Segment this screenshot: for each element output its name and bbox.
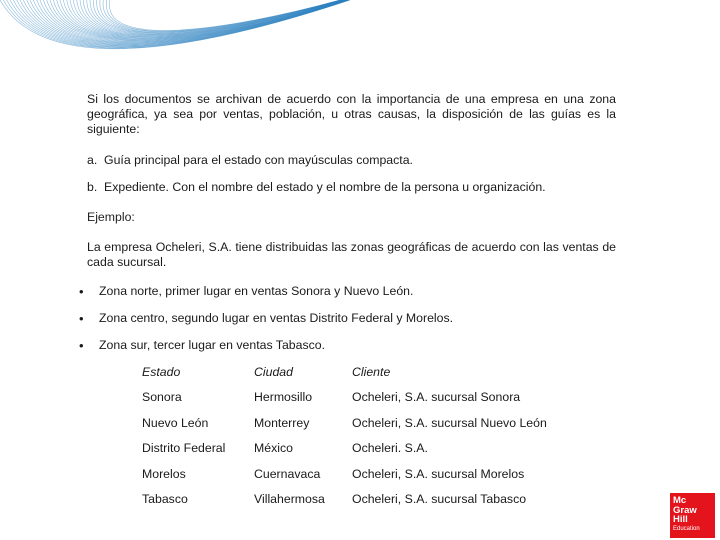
table-cell: México (254, 441, 293, 456)
bullet-text: Zona centro, segundo lugar en ventas Distrito Federal y Morelos. (99, 311, 454, 325)
example-paragraph: La empresa Ocheleri, S.A. tiene distribuidas las zonas geográficas de acuerdo con las ventas de cada sucursal. (87, 240, 616, 269)
document-body (79, 92, 616, 365)
table-row (142, 410, 552, 436)
table-cell: Ocheleri. S.A. (352, 441, 428, 456)
table-cell: Hermosillo (254, 390, 313, 405)
bullet-text: Zona sur, tercer lugar en ventas Tabasco. (99, 338, 326, 352)
table-cell: Distrito Federal (142, 441, 226, 456)
column-header-ciudad: Ciudad (254, 364, 293, 379)
bullet-item (79, 338, 616, 353)
table-cell: Cuernavaca (254, 466, 321, 481)
table-row (142, 436, 552, 462)
bullet-text: Zona norte, primer lugar en ventas Sonora y Nuevo León. (99, 284, 414, 298)
table-cell: Nuevo León (142, 415, 209, 430)
table-row (142, 487, 552, 513)
list-item-b (87, 180, 616, 195)
table-cell: Tabasco (142, 492, 188, 507)
intro-paragraph: Si los documentos se archivan de acuerdo con la importancia de una empresa en una zona geográfica, ya sea por ventas, población, u otras causas, la disposición de las guías es la siguiente: (87, 92, 616, 136)
wave-line (90, 0, 342, 34)
table-cell: Ocheleri, S.A. sucursal Sonora (352, 390, 521, 405)
table-cell: Monterrey (254, 415, 310, 430)
bullet-item (79, 284, 616, 299)
mcgraw-hill-logo (670, 493, 715, 538)
table-cell: Sonora (142, 390, 182, 405)
bullet-icon: • (79, 284, 84, 299)
table-row (142, 385, 552, 411)
list-item-text: Guía principal para el estado con mayúsculas compacta. (104, 153, 413, 167)
table-cell: Ocheleri, S.A. sucursal Morelos (352, 466, 525, 481)
table-row (142, 461, 552, 487)
bullet-item (79, 311, 616, 326)
table-cell: Villahermosa (254, 492, 325, 507)
column-header-cliente: Cliente (352, 364, 391, 379)
table-header-row (142, 359, 552, 385)
wave-line (93, 0, 341, 33)
bullet-icon: • (79, 311, 84, 326)
list-item-label: b. (87, 180, 98, 194)
table-cell: Ocheleri, S.A. sucursal Nuevo León (352, 415, 547, 430)
table-cell: Morelos (142, 466, 186, 481)
column-header-estado: Estado (142, 364, 181, 379)
logo-text: Graw (673, 504, 697, 516)
table-cell: Ocheleri, S.A. sucursal Tabasco (352, 492, 527, 507)
logo-text: Education (673, 525, 700, 532)
bullet-icon: • (79, 338, 84, 353)
decorative-wave-lines (0, 0, 360, 90)
logo-text: Mc (673, 495, 687, 506)
zones-table (142, 359, 552, 512)
list-item-a (87, 153, 616, 168)
list-item-text: Expediente. Con el nombre del estado y el nombre de la persona u organización. (104, 180, 546, 194)
example-label: Ejemplo: (87, 210, 135, 224)
logo-text: Hill (673, 514, 688, 525)
list-item-label: a. (87, 153, 98, 167)
